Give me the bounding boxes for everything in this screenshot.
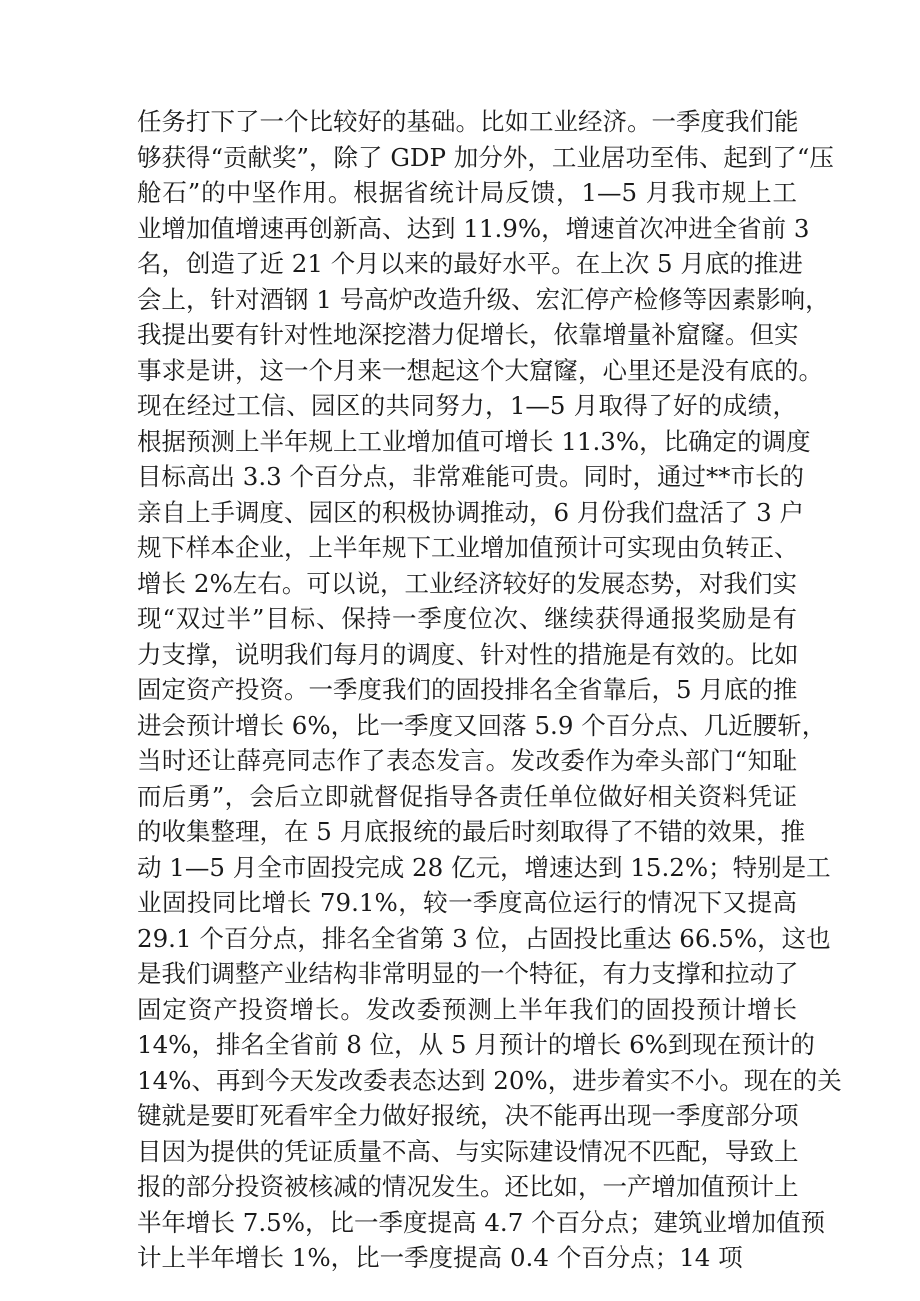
text-line: 事求是讲，这一个月来一想起这个大窟窿，心里还是没有底的。 (137, 355, 823, 385)
text-line: 增长 2%左右。可以说，工业经济较好的发展态势，对我们实 (137, 568, 797, 598)
text-line: 14%，排名全省前 8 位，从 5 月预计的增长 6%到现在预计的 (137, 1030, 815, 1059)
text-line: 舱石”的中坚作用。根据省统计局反馈，1—5 月我市规上工 (137, 178, 797, 207)
text-line: 当时还让薛亮同志作了表态发言。发改委作为牵头部门“知耻 (137, 746, 797, 775)
text-line: 业增加值增速再创新高、达到 11.9%，增速首次冲进全省前 3 (137, 213, 810, 243)
text-line: 进会预计增长 6%，比一季度又回落 5.9 个百分点、几近腰斩， (137, 710, 827, 740)
text-line: 现“双过半”目标、保持一季度位次、继续获得通报奖励是有 (137, 604, 797, 633)
text-line: 14%、再到今天发改委表态达到 20%，进步着实不小。现在的关 (137, 1065, 842, 1095)
text-line: 键就是要盯死看牢全力做好报统，决不能再出现一季度部分项 (137, 1101, 799, 1130)
text-line: 名，创造了近 21 个月以来的最好水平。在上次 5 月底的推进 (137, 249, 803, 278)
text-line: 业固投同比增长 79.1%，较一季度高位运行的情况下又提高 (137, 888, 797, 917)
text-line: 规下样本企业，上半年规下工业增加值预计可实现由负转正、 (137, 533, 799, 562)
text-line: 半年增长 7.5%，比一季度提高 4.7 个百分点；建筑业增加值预 (137, 1207, 826, 1237)
text-line: 够获得“贡献奖”，除了 GDP 加分外，工业居功至伟、起到了“压 (137, 142, 834, 172)
text-line: 现在经过工信、园区的共同努力，1—5 月取得了好的成绩， (137, 391, 797, 420)
text-line: 会上，针对酒钢 1 号高炉改造升级、宏汇停产检修等因素影响， (137, 284, 830, 314)
text-line: 是我们调整产业结构非常明显的一个特征，有力支撑和拉动了 (137, 959, 799, 988)
text-line: 力支撑，说明我们每月的调度、针对性的措施是有效的。比如 (137, 639, 799, 669)
text-line: 任务打下了一个比较好的基础。比如工业经济。一季度我们能 (137, 107, 799, 136)
text-line: 固定资产投资。一季度我们的固投排名全省靠后，5 月底的推 (137, 675, 798, 704)
text-line: 固定资产投资增长。发改委预测上半年我们的固投预计增长 (137, 994, 797, 1024)
text-line: 29.1 个百分点，排名全省第 3 位，占固投比重达 66.5%，这也 (137, 923, 831, 953)
text-line: 根据预测上半年规上工业增加值可增长 11.3%，比确定的调度 (137, 426, 811, 456)
text-line: 而后勇”，会后立即就督促指导各责任单位做好相关资料凭证 (137, 781, 797, 811)
text-line: 我提出要有针对性地深挖潜力促增长，依靠增量补窟窿。但实 (137, 320, 799, 349)
text-line: 的收集整理，在 5 月底报统的最后时刻取得了不错的效果，推 (137, 817, 806, 846)
text-line: 目因为提供的凭证质量不高、与实际建设情况不匹配，导致上 (137, 1136, 799, 1166)
text-line: 亲自上手调度、园区的积极协调推动，6 月份我们盘活了 3 户 (137, 497, 805, 527)
body-text (137, 104, 842, 1276)
text-line: 动 1—5 月全市固投完成 28 亿元，增速达到 15.2%；特别是工 (137, 852, 831, 882)
text-line: 目标高出 3.3 个百分点，非常难能可贵。同时，通过**市长的 (137, 462, 805, 491)
text-line: 计上半年增长 1%，比一季度提高 0.4 个百分点；14 项 (137, 1243, 743, 1272)
text-line: 报的部分投资被核减的情况发生。还比如，一产增加值预计上 (137, 1172, 799, 1201)
